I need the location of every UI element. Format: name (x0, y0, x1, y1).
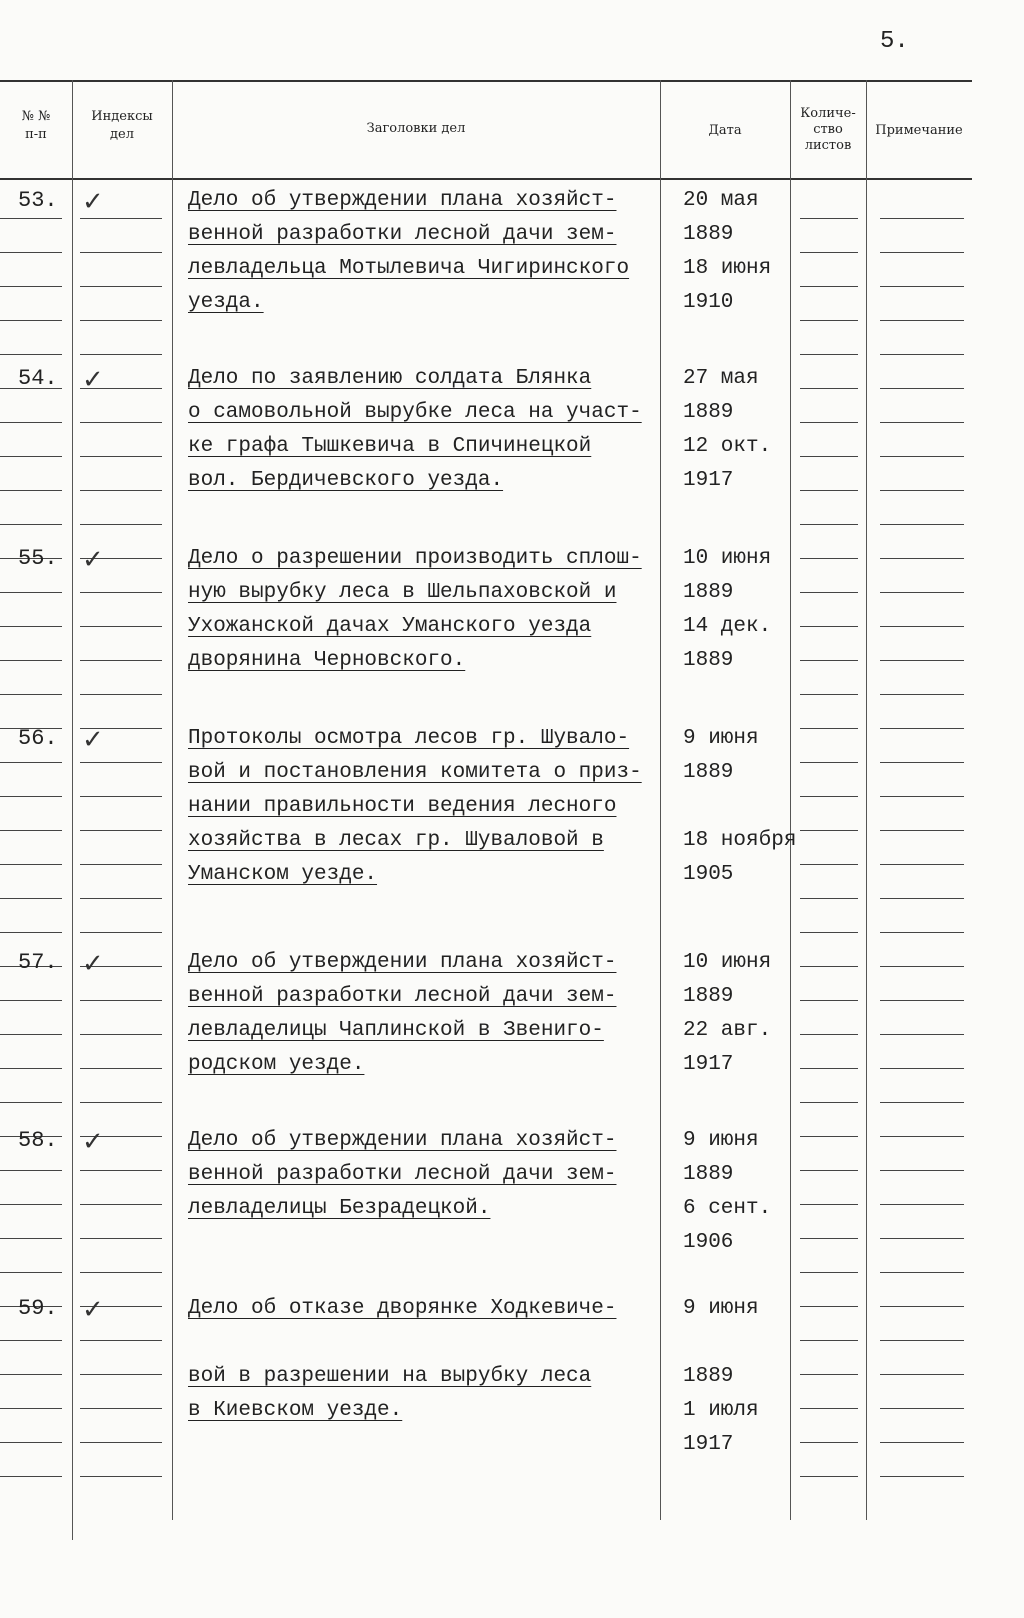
ruled-line (880, 320, 964, 321)
entry-date-line: 1917 (683, 1053, 734, 1076)
entry-title-line: о самовольной вырубке леса на участ- (188, 401, 642, 424)
ruled-line (80, 694, 162, 695)
header-date: Дата (708, 123, 742, 138)
ruled-line (80, 1068, 162, 1069)
entry-title-line: уезда. (188, 291, 264, 314)
ruled-line (880, 422, 964, 423)
ruled-line (800, 932, 858, 933)
ruled-line (800, 1476, 858, 1477)
ruled-line (800, 1374, 858, 1375)
header-number: № № п-п (21, 109, 51, 142)
ruled-line (800, 830, 858, 831)
ruled-line (880, 286, 964, 287)
entry-title-line: левладелицы Безрадецкой. (188, 1197, 491, 1220)
entry-title-line: Дело об утверждении плана хозяйст- (188, 951, 617, 974)
entry-title-line: вой и постановления комитета о приз- (188, 761, 642, 784)
checkmark-icon: ✓ (82, 365, 104, 395)
ruled-line (0, 762, 62, 763)
ruled-line (80, 1102, 162, 1103)
table-top-rule (0, 80, 972, 82)
ruled-line (800, 626, 858, 627)
ruled-line (880, 1374, 964, 1375)
ruled-line (880, 1068, 964, 1069)
ruled-line (80, 1408, 162, 1409)
ruled-line (800, 1102, 858, 1103)
entry-date-line: 18 ноября (683, 829, 797, 852)
ruled-line (0, 1102, 62, 1103)
ruled-line (800, 218, 858, 219)
entry-title-line: вой в разрешении на вырубку леса (188, 1365, 592, 1388)
ruled-line (880, 1442, 964, 1443)
entry-title-line: в Киевском уезде. (188, 1399, 403, 1422)
ruled-line (80, 1476, 162, 1477)
header-note: Примечание (875, 123, 963, 138)
ruled-line (800, 558, 858, 559)
ruled-line (800, 796, 858, 797)
ruled-line (880, 592, 964, 593)
ruled-line (800, 762, 858, 763)
ruled-line (800, 1306, 858, 1307)
ruled-line (880, 898, 964, 899)
entry-title-line: Уманском уезде. (188, 863, 378, 886)
column-divider (866, 80, 867, 1520)
entry-date-line: 9 июня (683, 1129, 759, 1152)
ruled-line (800, 524, 858, 525)
ruled-line (880, 1170, 964, 1171)
header-index: Индексы дел (91, 109, 153, 142)
entry-title-line: Дело о разрешении производить сплош- (188, 547, 642, 570)
entry-number: 55. (18, 546, 58, 571)
ruled-line (0, 1476, 62, 1477)
ruled-line (80, 864, 162, 865)
ruled-line (880, 1340, 964, 1341)
ruled-line (0, 1204, 62, 1205)
entry-date-line: 12 окт. (683, 435, 772, 458)
ruled-line (0, 456, 62, 457)
entry-title-line: ке графа Тышкевича в Спичинецкой (188, 435, 592, 458)
ruled-line (880, 626, 964, 627)
ruled-line (880, 762, 964, 763)
ruled-line (800, 660, 858, 661)
checkmark-icon: ✓ (82, 1295, 104, 1325)
ruled-line (80, 592, 162, 593)
entry-title-line: вол. Бердичевского уезда. (188, 469, 504, 492)
entry-date-line: 1889 (683, 401, 734, 424)
entry-number: 59. (18, 1296, 58, 1321)
ruled-line (0, 218, 62, 219)
ruled-line (80, 1442, 162, 1443)
entry-number: 58. (18, 1128, 58, 1153)
entry-title-line: левладельца Мотылевича Чигиринского (188, 257, 630, 280)
ruled-line (880, 388, 964, 389)
ruled-line (0, 1034, 62, 1035)
entry-title-line: родском уезде. (188, 1053, 365, 1076)
ruled-line (80, 456, 162, 457)
ruled-line (80, 1238, 162, 1239)
ruled-line (800, 1340, 858, 1341)
checkmark-icon: ✓ (82, 1127, 104, 1157)
ruled-line (0, 1374, 62, 1375)
ruled-line (0, 490, 62, 491)
entry-date-line: 9 июня (683, 727, 759, 750)
page-number: 5. (880, 28, 909, 55)
column-divider (790, 80, 791, 1520)
ruled-line (800, 422, 858, 423)
ruled-line (880, 218, 964, 219)
entry-title-line: Ухожанской дачах Уманского уезда (188, 615, 592, 638)
entry-date-line: 18 июня (683, 257, 772, 280)
header-bottom-rule (0, 178, 972, 180)
ruled-line (880, 1102, 964, 1103)
ruled-line (880, 694, 964, 695)
entry-title-line: Протоколы осмотра лесов гр. Шувало- (188, 727, 630, 750)
ruled-line (880, 558, 964, 559)
ruled-line (80, 354, 162, 355)
entry-date-line: 1906 (683, 1231, 734, 1254)
ruled-line (0, 898, 62, 899)
entry-date-line: 1905 (683, 863, 734, 886)
ruled-line (0, 660, 62, 661)
ruled-line (80, 762, 162, 763)
ruled-line (0, 524, 62, 525)
entry-date-line: 1889 (683, 649, 734, 672)
ruled-line (0, 796, 62, 797)
ruled-line (880, 1476, 964, 1477)
ruled-line (800, 1034, 858, 1035)
ruled-line (80, 1204, 162, 1205)
entry-title-line: хозяйства в лесах гр. Шуваловой в (188, 829, 604, 852)
entry-date-line: 1889 (683, 581, 734, 604)
ruled-line (80, 830, 162, 831)
ruled-line (0, 932, 62, 933)
ruled-line (80, 932, 162, 933)
ruled-line (0, 694, 62, 695)
ruled-line (800, 1204, 858, 1205)
ruled-line (0, 1408, 62, 1409)
ruled-line (80, 1340, 162, 1341)
column-divider (172, 80, 173, 1520)
ruled-line (880, 1000, 964, 1001)
ruled-line (800, 966, 858, 967)
ruled-line (800, 320, 858, 321)
ruled-line (0, 1068, 62, 1069)
ruled-line (880, 1204, 964, 1205)
ruled-line (0, 626, 62, 627)
ruled-line (80, 422, 162, 423)
ruled-line (880, 1272, 964, 1273)
header-sheets: Количе- ство листов (800, 106, 856, 153)
ruled-line (0, 1000, 62, 1001)
ruled-line (880, 966, 964, 967)
ruled-line (800, 1000, 858, 1001)
entry-title-line: Дело об утверждении плана хозяйст- (188, 1129, 617, 1152)
entry-number: 56. (18, 726, 58, 751)
entry-title-line: левладелицы Чаплинской в Звениго- (188, 1019, 604, 1042)
entry-title-line: венной разработки лесной дачи зем- (188, 223, 617, 246)
column-divider (660, 80, 661, 1520)
ruled-line (800, 456, 858, 457)
ruled-line (880, 524, 964, 525)
ruled-line (800, 592, 858, 593)
ruled-line (0, 1170, 62, 1171)
ruled-line (80, 1000, 162, 1001)
ruled-line (800, 354, 858, 355)
entry-date-line: 22 авг. (683, 1019, 772, 1042)
ruled-line (800, 864, 858, 865)
ruled-line (80, 1034, 162, 1035)
ruled-line (0, 286, 62, 287)
ruled-line (880, 490, 964, 491)
ruled-line (80, 796, 162, 797)
ruled-line (800, 694, 858, 695)
column-divider (72, 80, 73, 1540)
ruled-line (880, 1306, 964, 1307)
ruled-line (0, 252, 62, 253)
ruled-line (880, 728, 964, 729)
entry-date-line: 27 мая (683, 367, 759, 390)
ruled-line (80, 218, 162, 219)
ruled-line (880, 864, 964, 865)
ruled-line (880, 660, 964, 661)
checkmark-icon: ✓ (82, 545, 104, 575)
ruled-line (0, 1442, 62, 1443)
ruled-line (800, 1170, 858, 1171)
ruled-line (80, 490, 162, 491)
checkmark-icon: ✓ (82, 949, 104, 979)
checkmark-icon: ✓ (82, 725, 104, 755)
ruled-line (0, 354, 62, 355)
ruled-line (880, 456, 964, 457)
ruled-line (800, 252, 858, 253)
entry-date-line: 1889 (683, 761, 734, 784)
ruled-line (800, 1238, 858, 1239)
ruled-line (800, 728, 858, 729)
entry-title-line: венной разработки лесной дачи зем- (188, 1163, 617, 1186)
entry-date-line: 1917 (683, 1433, 734, 1456)
entry-date-line: 1889 (683, 985, 734, 1008)
entry-date-line: 9 июня (683, 1297, 759, 1320)
entry-title-line: Дело об утверждении плана хозяйст- (188, 189, 617, 212)
ruled-line (800, 1408, 858, 1409)
ruled-line (800, 1136, 858, 1137)
entry-date-line: 1 июля (683, 1399, 759, 1422)
ruled-line (80, 1272, 162, 1273)
entry-date-line: 1889 (683, 223, 734, 246)
entry-number: 53. (18, 188, 58, 213)
entry-date-line: 1910 (683, 291, 734, 314)
entry-title-line: венной разработки лесной дачи зем- (188, 985, 617, 1008)
ruled-line (0, 1272, 62, 1273)
entry-number: 57. (18, 950, 58, 975)
ruled-line (880, 354, 964, 355)
ruled-line (880, 1408, 964, 1409)
entry-date-line: 20 мая (683, 189, 759, 212)
ruled-line (80, 286, 162, 287)
entry-date-line: 6 сент. (683, 1197, 772, 1220)
ruled-line (80, 898, 162, 899)
ruled-line (880, 796, 964, 797)
ruled-line (800, 388, 858, 389)
ruled-line (800, 490, 858, 491)
ruled-line (0, 830, 62, 831)
ruled-line (0, 592, 62, 593)
ruled-line (800, 1272, 858, 1273)
ruled-line (800, 898, 858, 899)
ruled-line (800, 1068, 858, 1069)
entry-date-line: 1917 (683, 469, 734, 492)
entry-title-line: ную вырубку леса в Шельпаховской и (188, 581, 617, 604)
entry-date-line: 10 июня (683, 951, 772, 974)
checkmark-icon: ✓ (82, 187, 104, 217)
entry-number: 54. (18, 366, 58, 391)
ruled-line (0, 422, 62, 423)
ruled-line (880, 1238, 964, 1239)
entry-date-line: 10 июня (683, 547, 772, 570)
ruled-line (800, 286, 858, 287)
entry-date-line: 14 дек. (683, 615, 772, 638)
ruled-line (80, 626, 162, 627)
ruled-line (80, 1170, 162, 1171)
ruled-line (880, 830, 964, 831)
ruled-line (880, 252, 964, 253)
entry-title-line: нании правильности ведения лесного (188, 795, 617, 818)
entry-date-line: 1889 (683, 1365, 734, 1388)
ruled-line (0, 320, 62, 321)
ruled-line (80, 660, 162, 661)
ruled-line (880, 1136, 964, 1137)
ruled-line (80, 252, 162, 253)
entry-title-line: Дело по заявлению солдата Блянка (188, 367, 592, 390)
ruled-line (0, 1238, 62, 1239)
ruled-line (0, 1340, 62, 1341)
ruled-line (880, 1034, 964, 1035)
ruled-line (80, 1374, 162, 1375)
ruled-line (800, 1442, 858, 1443)
entry-title-line: дворянина Черновского. (188, 649, 466, 672)
header-title: Заголовки дел (366, 121, 466, 136)
entry-date-line: 1889 (683, 1163, 734, 1186)
ruled-line (80, 320, 162, 321)
ruled-line (80, 524, 162, 525)
ruled-line (880, 932, 964, 933)
ruled-line (0, 864, 62, 865)
entry-title-line: Дело об отказе дворянке Ходкевиче- (188, 1297, 617, 1320)
